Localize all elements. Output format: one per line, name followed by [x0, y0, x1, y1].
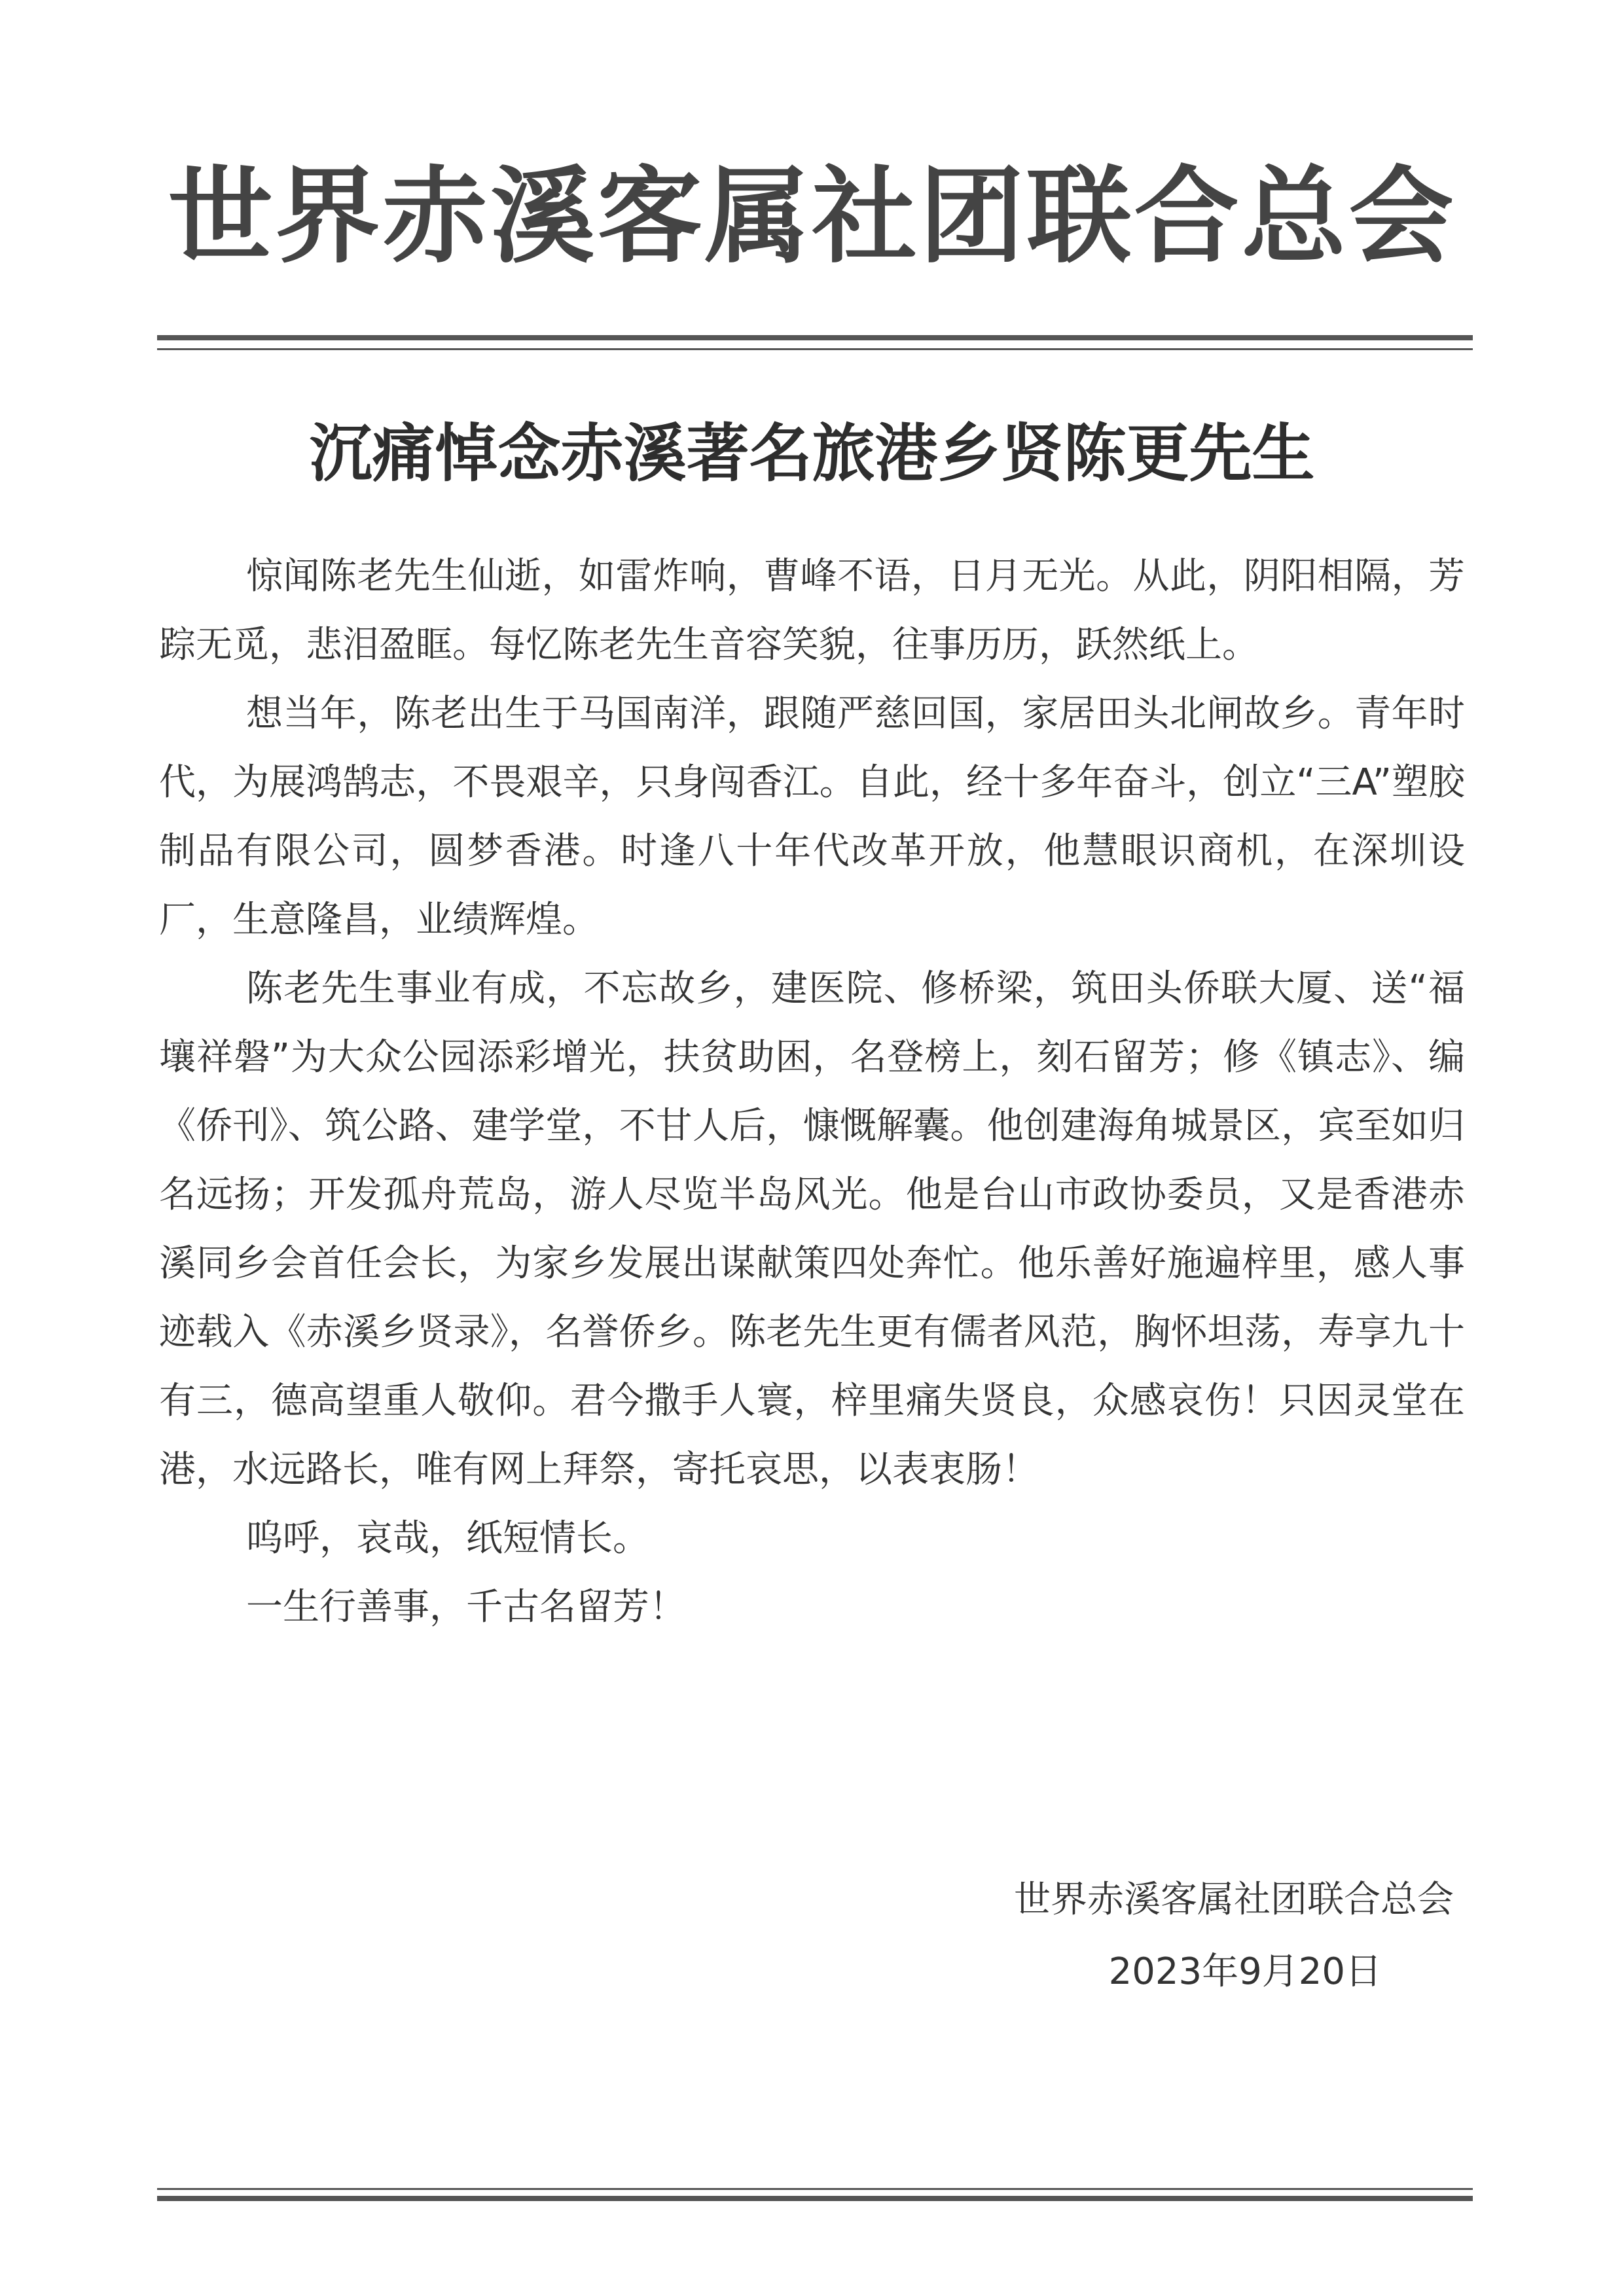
paragraph-2: 想当年，陈老出生于马国南洋，跟随严慈回国，家居田头北闸故乡。青年时代，为展鸿鹄志，不畏艰辛，只身闯香江。自此，经十多年奋斗，创立“三A”塑胶制品有限公司，圆梦香港。时逢八十年代改革开放，他慧眼识商机，在深圳设厂，生意隆昌，业绩辉煌。	[159, 692, 1465, 941]
document-body	[159, 542, 1465, 1641]
document-title: 沉痛悼念赤溪著名旅港乡贤陈更先生	[309, 417, 1315, 490]
paragraph-1: 惊闻陈老先生仙逝，如雷炸响，曹峰不语，日月无光。从此，阴阳相隔，芳踪无觅，悲泪盈眶。每忆陈老先生音容笑貌，往事历历，跃然纸上。	[159, 555, 1465, 666]
signature-block	[799, 1864, 1454, 2008]
paragraph-5: 一生行善事，千古名留芳！	[246, 1586, 686, 1628]
footer-divider-thick	[157, 2196, 1473, 2201]
footer-divider-thin	[157, 2188, 1473, 2190]
paragraph-3: 陈老先生事业有成，不忘故乡，建医院、修桥梁，筑田头侨联大厦、送“福壤祥磐”为大众公园添彩增光，扶贫助困，名登榜上，刻石留芳；修《镇志》、编《侨刊》、筑公路、建学堂，不甘人后，慷慨解囊。他创建海角城景区，宾至如归名远扬；开发孤舟荒岛，游人尽览半岛风光。他是台山市政协委员，又是香港赤溪同乡会首任会长，为家乡发展出谋献策四处奔忙。他乐善好施遍梓里，感人事迹载入《赤溪乡贤录》，名誉侨乡。陈老先生更有儒者风范，胸怀坦荡，寿享九十有三，德高望重人敬仰。君今撒手人寰，梓里痛失贤良，众感哀伤！只因灵堂在港，水远路长，唯有网上拜祭，寄托哀思，以表衷肠！	[159, 967, 1465, 1491]
signature-organization: 世界赤溪客属社团联合总会	[1014, 1878, 1454, 1921]
paragraph-4: 呜呼，哀哉，纸短情长。	[246, 1517, 649, 1560]
header-divider-thin	[157, 348, 1473, 350]
header-divider-thick	[157, 335, 1473, 340]
letterhead-org-name: 世界赤溪客属社团联合总会	[168, 154, 1456, 278]
signature-date: 2023年9月20日	[1108, 1950, 1382, 1993]
